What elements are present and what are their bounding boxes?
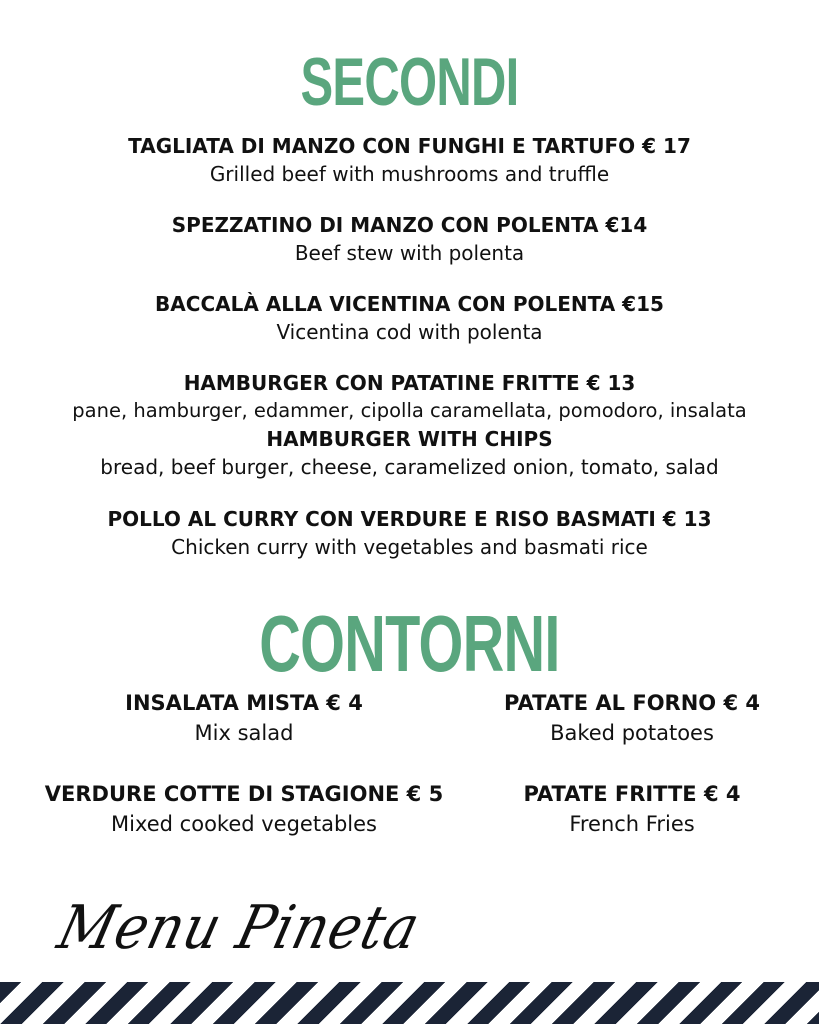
dish-name: BACCALÀ ALLA VICENTINA CON POLENTA €15 [155, 292, 664, 316]
dish-name-english: HAMBURGER WITH CHIPS [266, 427, 553, 451]
side-item [44, 688, 444, 748]
side-description: Mix salad [194, 721, 294, 745]
dish-description: Beef stew with polenta [294, 241, 525, 265]
dish-item [0, 290, 819, 346]
dish-item [0, 369, 819, 481]
dish-description: Chicken curry with vegetables and basmati rice [171, 535, 648, 559]
dish-name: SPEZZATINO DI MANZO CON POLENTA €14 [171, 213, 648, 237]
dish-name: POLLO AL CURRY CON VERDURE E RISO BASMATI € 13 [107, 507, 712, 531]
side-description: Baked potatoes [550, 721, 714, 745]
section-title-secondi: SECONDI [300, 44, 519, 120]
decorative-stripe-border [0, 982, 819, 1024]
side-name: VERDURE COTTE DI STAGIONE € 5 [44, 782, 444, 806]
dish-item [0, 211, 819, 267]
dish-description: pane, hamburger, edammer, cipolla caramellata, pomodoro, insalata [72, 399, 747, 422]
menu-signature-logo: Menu Pineta [51, 893, 427, 963]
side-item [432, 688, 819, 748]
dish-name: TAGLIATA DI MANZO CON FUNGHI E TARTUFO € 17 [128, 134, 691, 158]
dish-description: Vicentina cod with polenta [276, 320, 543, 344]
dish-item [0, 505, 819, 561]
dish-description-english: bread, beef burger, cheese, caramelized onion, tomato, salad [100, 455, 719, 479]
side-item [432, 779, 819, 839]
side-name: PATATE AL FORNO € 4 [504, 691, 760, 715]
section-title-contorni: CONTORNI [259, 599, 560, 688]
dish-name: HAMBURGER CON PATATINE FRITTE € 13 [183, 371, 636, 395]
side-name: PATATE FRITTE € 4 [523, 782, 741, 806]
dish-item [0, 132, 819, 188]
side-description: French Fries [569, 812, 695, 836]
side-item [44, 779, 444, 839]
side-name: INSALATA MISTA € 4 [125, 691, 363, 715]
dish-description: Grilled beef with mushrooms and truffle [209, 162, 610, 186]
side-description: Mixed cooked vegetables [111, 812, 377, 836]
